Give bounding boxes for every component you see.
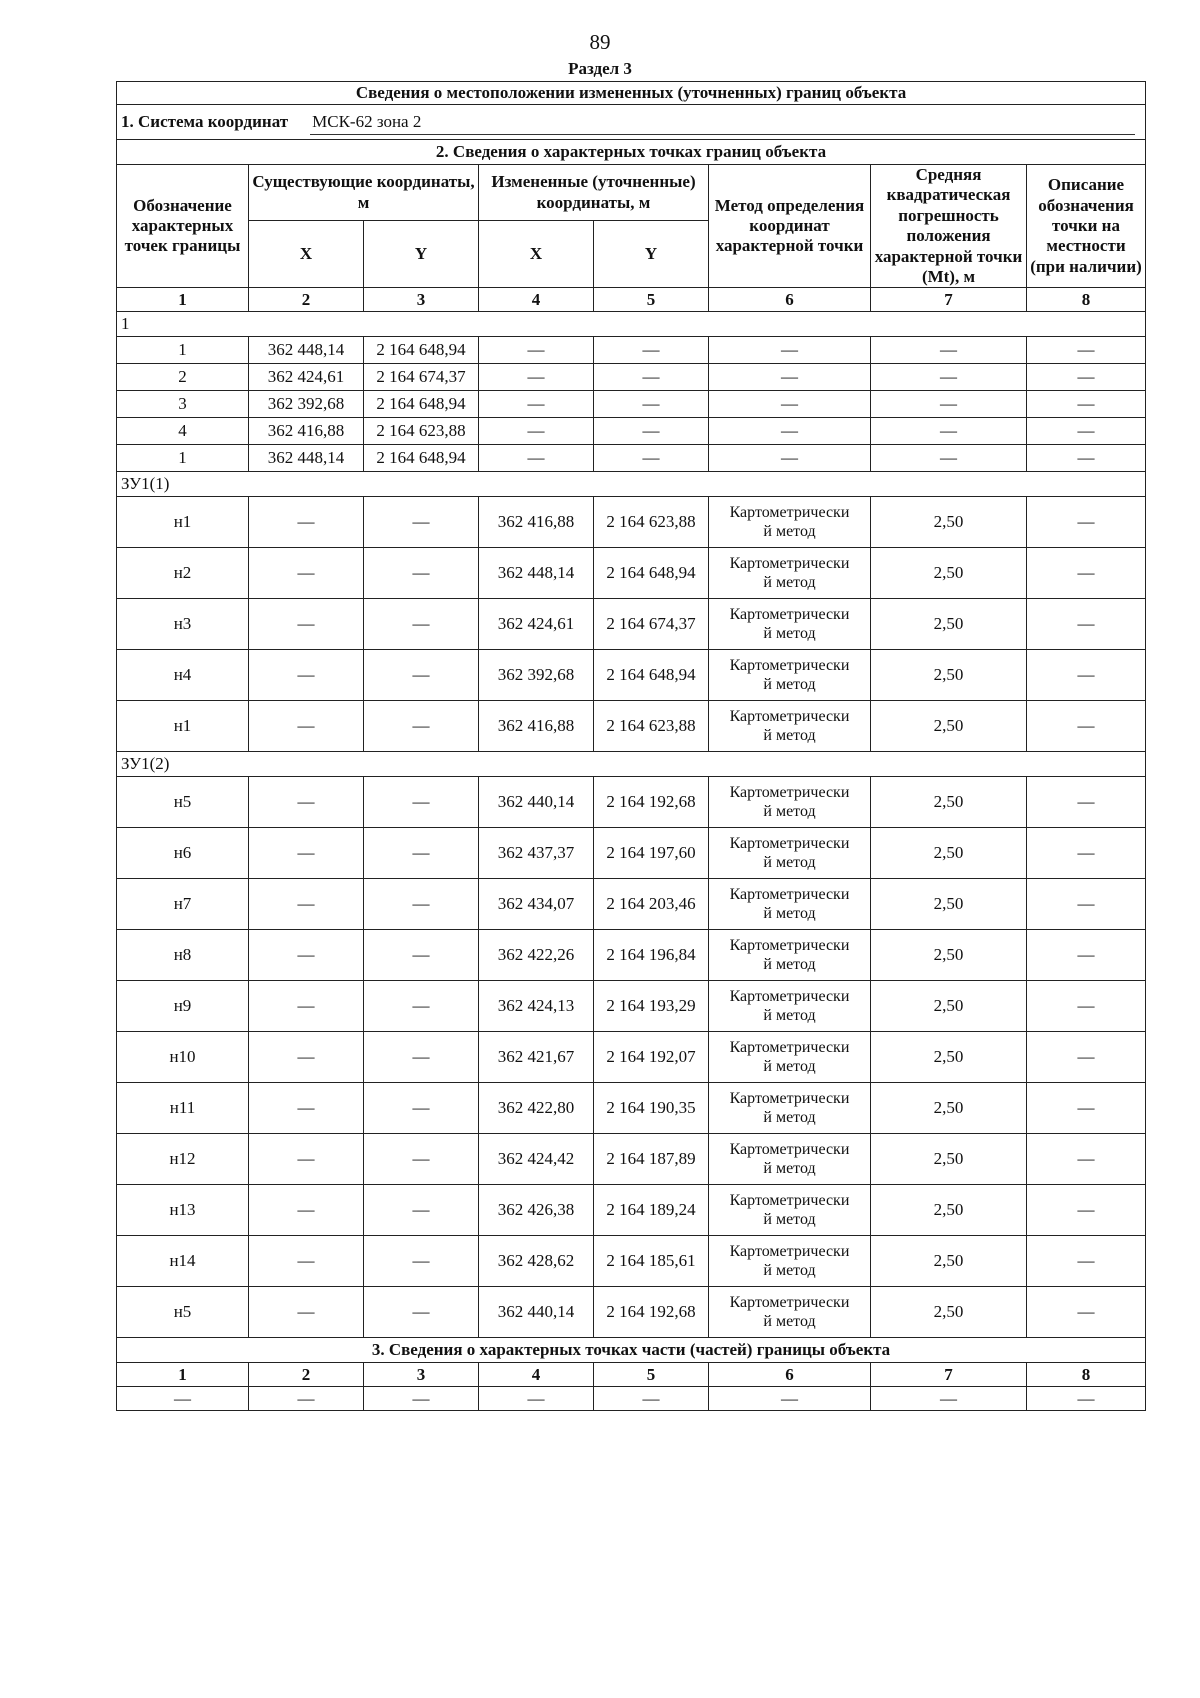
existing-y-cell: — bbox=[364, 599, 479, 650]
existing-y-cell: 2 164 674,37 bbox=[364, 364, 479, 391]
changed-x-cell: 362 440,14 bbox=[479, 1287, 594, 1338]
error-cell: 2,50 bbox=[871, 828, 1027, 879]
changed-x-cell: — bbox=[479, 1387, 594, 1411]
header-changed-x: X bbox=[479, 221, 594, 288]
method-cell: — bbox=[709, 1387, 871, 1411]
changed-y-cell: 2 164 623,88 bbox=[594, 701, 709, 752]
changed-x-cell: 362 422,80 bbox=[479, 1083, 594, 1134]
existing-y-cell: — bbox=[364, 1387, 479, 1411]
description-cell: — bbox=[1027, 1032, 1146, 1083]
existing-x-cell: — bbox=[249, 1083, 364, 1134]
column-number: 2 bbox=[249, 288, 364, 312]
column-number: 5 bbox=[594, 288, 709, 312]
existing-y-cell: — bbox=[364, 828, 479, 879]
header-method: Метод определения координат характерной точки bbox=[709, 165, 871, 288]
existing-y-cell: — bbox=[364, 777, 479, 828]
changed-x-cell: 362 424,13 bbox=[479, 981, 594, 1032]
method-cell: Картометрически й метод bbox=[709, 777, 871, 828]
changed-y-cell: — bbox=[594, 337, 709, 364]
subsection3-column-number-row bbox=[117, 1363, 1146, 1387]
column-number: 8 bbox=[1027, 288, 1146, 312]
method-cell: Картометрически й метод bbox=[709, 930, 871, 981]
error-cell: — bbox=[871, 445, 1027, 472]
existing-y-cell: 2 164 648,94 bbox=[364, 337, 479, 364]
method-cell: Картометрически й метод bbox=[709, 1032, 871, 1083]
existing-x-cell: — bbox=[249, 701, 364, 752]
header-point: Обозначение характерных точек границы bbox=[117, 165, 249, 288]
table-row bbox=[117, 1083, 1146, 1134]
changed-x-cell: 362 416,88 bbox=[479, 701, 594, 752]
existing-x-cell: — bbox=[249, 1387, 364, 1411]
header-error: Средняя квадратическая погрешность положения характерной точки (Mt), м bbox=[871, 165, 1027, 288]
changed-y-cell: 2 164 203,46 bbox=[594, 879, 709, 930]
existing-x-cell: — bbox=[249, 879, 364, 930]
column-number-row bbox=[117, 288, 1146, 312]
group-row bbox=[117, 472, 1146, 497]
table-row bbox=[117, 879, 1146, 930]
header-existing: Существующие координаты, м bbox=[249, 165, 479, 221]
method-cell: Картометрически й метод bbox=[709, 828, 871, 879]
error-cell: 2,50 bbox=[871, 599, 1027, 650]
changed-y-cell: 2 164 192,68 bbox=[594, 1287, 709, 1338]
method-cell: Картометрически й метод bbox=[709, 879, 871, 930]
column-number: 4 bbox=[479, 1363, 594, 1387]
error-cell: 2,50 bbox=[871, 497, 1027, 548]
point-id-cell: н13 bbox=[117, 1185, 249, 1236]
table-row bbox=[117, 701, 1146, 752]
changed-y-cell: 2 164 192,68 bbox=[594, 777, 709, 828]
description-cell: — bbox=[1027, 1134, 1146, 1185]
changed-x-cell: — bbox=[479, 364, 594, 391]
boundary-table bbox=[116, 81, 1146, 1411]
point-id-cell: н3 bbox=[117, 599, 249, 650]
method-cell: — bbox=[709, 391, 871, 418]
error-cell: — bbox=[871, 337, 1027, 364]
description-cell: — bbox=[1027, 777, 1146, 828]
header-description: Описание обозначения точки на местности (при наличии) bbox=[1027, 165, 1146, 288]
column-number: 7 bbox=[871, 288, 1027, 312]
method-cell: Картометрически й метод bbox=[709, 650, 871, 701]
changed-y-cell: 2 164 648,94 bbox=[594, 548, 709, 599]
coord-system-label: 1. Система координат bbox=[121, 111, 289, 131]
method-cell: — bbox=[709, 337, 871, 364]
description-cell: — bbox=[1027, 391, 1146, 418]
changed-x-cell: 362 424,61 bbox=[479, 599, 594, 650]
method-cell: Картометрически й метод bbox=[709, 1134, 871, 1185]
existing-y-cell: 2 164 648,94 bbox=[364, 445, 479, 472]
column-number: 2 bbox=[249, 1363, 364, 1387]
error-cell: 2,50 bbox=[871, 1134, 1027, 1185]
point-id-cell: н2 bbox=[117, 548, 249, 599]
description-cell: — bbox=[1027, 445, 1146, 472]
existing-x-cell: — bbox=[249, 1032, 364, 1083]
table-row bbox=[117, 1032, 1146, 1083]
changed-x-cell: 362 426,38 bbox=[479, 1185, 594, 1236]
group-label: 1 bbox=[117, 312, 1146, 337]
table-row bbox=[117, 1185, 1146, 1236]
error-cell: 2,50 bbox=[871, 930, 1027, 981]
point-id-cell: 4 bbox=[117, 418, 249, 445]
existing-x-cell: — bbox=[249, 777, 364, 828]
point-id-cell: н8 bbox=[117, 930, 249, 981]
existing-x-cell: — bbox=[249, 548, 364, 599]
point-id-cell: н5 bbox=[117, 1287, 249, 1338]
method-cell: Картометрически й метод bbox=[709, 1236, 871, 1287]
header-existing-x: X bbox=[249, 221, 364, 288]
existing-x-cell: — bbox=[249, 1236, 364, 1287]
header-changed: Измененные (уточненные) координаты, м bbox=[479, 165, 709, 221]
table-row bbox=[117, 391, 1146, 418]
page-number: 89 bbox=[589, 30, 611, 54]
table-row bbox=[117, 1236, 1146, 1287]
description-cell: — bbox=[1027, 650, 1146, 701]
point-id-cell: н11 bbox=[117, 1083, 249, 1134]
method-cell: Картометрически й метод bbox=[709, 599, 871, 650]
changed-y-cell: — bbox=[594, 364, 709, 391]
changed-x-cell: — bbox=[479, 391, 594, 418]
changed-y-cell: 2 164 196,84 bbox=[594, 930, 709, 981]
changed-y-cell: 2 164 192,07 bbox=[594, 1032, 709, 1083]
existing-x-cell: — bbox=[249, 1185, 364, 1236]
subsection3-title: 3. Сведения о характерных точках части (частей) границы объекта bbox=[117, 1338, 1146, 1363]
table-row bbox=[117, 1134, 1146, 1185]
header-row-top bbox=[117, 165, 1146, 221]
table-row bbox=[117, 650, 1146, 701]
point-id-cell: н14 bbox=[117, 1236, 249, 1287]
error-cell: — bbox=[871, 1387, 1027, 1411]
existing-x-cell: — bbox=[249, 650, 364, 701]
subsection3-row bbox=[117, 1387, 1146, 1411]
changed-y-cell: 2 164 197,60 bbox=[594, 828, 709, 879]
subsection2-title: 2. Сведения о характерных точках границ объекта bbox=[117, 140, 1146, 165]
changed-x-cell: 362 428,62 bbox=[479, 1236, 594, 1287]
error-cell: — bbox=[871, 418, 1027, 445]
method-cell: Картометрически й метод bbox=[709, 497, 871, 548]
error-cell: 2,50 bbox=[871, 1032, 1027, 1083]
changed-y-cell: — bbox=[594, 391, 709, 418]
existing-x-cell: — bbox=[249, 599, 364, 650]
description-cell: — bbox=[1027, 418, 1146, 445]
error-cell: 2,50 bbox=[871, 1185, 1027, 1236]
changed-y-cell: — bbox=[594, 445, 709, 472]
changed-x-cell: — bbox=[479, 418, 594, 445]
changed-x-cell: — bbox=[479, 337, 594, 364]
error-cell: 2,50 bbox=[871, 1236, 1027, 1287]
existing-y-cell: — bbox=[364, 548, 479, 599]
description-cell: — bbox=[1027, 548, 1146, 599]
description-cell: — bbox=[1027, 497, 1146, 548]
point-id-cell: н7 bbox=[117, 879, 249, 930]
existing-x-cell: 362 424,61 bbox=[249, 364, 364, 391]
description-cell: — bbox=[1027, 1387, 1146, 1411]
table-row bbox=[117, 981, 1146, 1032]
group-label: ЗУ1(1) bbox=[117, 472, 1146, 497]
changed-x-cell: 362 437,37 bbox=[479, 828, 594, 879]
description-cell: — bbox=[1027, 1287, 1146, 1338]
existing-x-cell: — bbox=[249, 1287, 364, 1338]
existing-y-cell: 2 164 623,88 bbox=[364, 418, 479, 445]
changed-x-cell: 362 392,68 bbox=[479, 650, 594, 701]
subsection3-title-row bbox=[117, 1338, 1146, 1363]
table-row bbox=[117, 1287, 1146, 1338]
description-cell: — bbox=[1027, 1083, 1146, 1134]
description-cell: — bbox=[1027, 1236, 1146, 1287]
description-cell: — bbox=[1027, 337, 1146, 364]
point-id-cell: н6 bbox=[117, 828, 249, 879]
method-cell: — bbox=[709, 418, 871, 445]
group-row bbox=[117, 752, 1146, 777]
coord-system-value: МСК-62 зона 2 bbox=[310, 110, 1135, 135]
changed-y-cell: 2 164 189,24 bbox=[594, 1185, 709, 1236]
column-number: 5 bbox=[594, 1363, 709, 1387]
table-row bbox=[117, 364, 1146, 391]
point-id-cell: н10 bbox=[117, 1032, 249, 1083]
description-cell: — bbox=[1027, 701, 1146, 752]
existing-y-cell: — bbox=[364, 497, 479, 548]
point-id-cell: 2 bbox=[117, 364, 249, 391]
method-cell: Картометрически й метод bbox=[709, 548, 871, 599]
changed-y-cell: 2 164 623,88 bbox=[594, 497, 709, 548]
error-cell: — bbox=[871, 364, 1027, 391]
method-cell: Картометрически й метод bbox=[709, 1287, 871, 1338]
point-id-cell: 1 bbox=[117, 445, 249, 472]
error-cell: 2,50 bbox=[871, 548, 1027, 599]
method-cell: — bbox=[709, 364, 871, 391]
changed-x-cell: 362 434,07 bbox=[479, 879, 594, 930]
description-cell: — bbox=[1027, 1185, 1146, 1236]
existing-x-cell: — bbox=[249, 981, 364, 1032]
subsection2-title-row bbox=[117, 140, 1146, 165]
table-row bbox=[117, 930, 1146, 981]
description-cell: — bbox=[1027, 981, 1146, 1032]
description-cell: — bbox=[1027, 930, 1146, 981]
existing-y-cell: — bbox=[364, 1185, 479, 1236]
existing-y-cell: — bbox=[364, 1236, 479, 1287]
method-cell: — bbox=[709, 445, 871, 472]
description-cell: — bbox=[1027, 828, 1146, 879]
existing-y-cell: — bbox=[364, 930, 479, 981]
existing-y-cell: — bbox=[364, 650, 479, 701]
changed-x-cell: 362 448,14 bbox=[479, 548, 594, 599]
error-cell: — bbox=[871, 391, 1027, 418]
changed-x-cell: — bbox=[479, 445, 594, 472]
changed-y-cell: 2 164 187,89 bbox=[594, 1134, 709, 1185]
table-row bbox=[117, 497, 1146, 548]
existing-y-cell: — bbox=[364, 1287, 479, 1338]
existing-y-cell: — bbox=[364, 1083, 479, 1134]
table-row bbox=[117, 418, 1146, 445]
changed-y-cell: 2 164 648,94 bbox=[594, 650, 709, 701]
changed-y-cell: 2 164 193,29 bbox=[594, 981, 709, 1032]
existing-x-cell: — bbox=[249, 828, 364, 879]
point-id-cell: н9 bbox=[117, 981, 249, 1032]
changed-x-cell: 362 440,14 bbox=[479, 777, 594, 828]
description-cell: — bbox=[1027, 879, 1146, 930]
existing-x-cell: 362 416,88 bbox=[249, 418, 364, 445]
coord-system-row bbox=[117, 105, 1146, 140]
header-existing-y: Y bbox=[364, 221, 479, 288]
error-cell: 2,50 bbox=[871, 777, 1027, 828]
error-cell: 2,50 bbox=[871, 1287, 1027, 1338]
section-label: Раздел 3 bbox=[568, 59, 632, 78]
error-cell: 2,50 bbox=[871, 701, 1027, 752]
error-cell: 2,50 bbox=[871, 981, 1027, 1032]
existing-y-cell: — bbox=[364, 981, 479, 1032]
changed-x-cell: 362 416,88 bbox=[479, 497, 594, 548]
column-number: 1 bbox=[117, 1363, 249, 1387]
header-changed-y: Y bbox=[594, 221, 709, 288]
changed-x-cell: 362 424,42 bbox=[479, 1134, 594, 1185]
method-cell: Картометрически й метод bbox=[709, 701, 871, 752]
point-id-cell: н5 bbox=[117, 777, 249, 828]
changed-y-cell: — bbox=[594, 418, 709, 445]
point-id-cell: н1 bbox=[117, 497, 249, 548]
existing-x-cell: 362 448,14 bbox=[249, 445, 364, 472]
point-id-cell: — bbox=[117, 1387, 249, 1411]
existing-x-cell: 362 448,14 bbox=[249, 337, 364, 364]
changed-y-cell: 2 164 674,37 bbox=[594, 599, 709, 650]
existing-y-cell: — bbox=[364, 701, 479, 752]
method-cell: Картометрически й метод bbox=[709, 981, 871, 1032]
group-row bbox=[117, 312, 1146, 337]
table-row bbox=[117, 599, 1146, 650]
group-label: ЗУ1(2) bbox=[117, 752, 1146, 777]
table-title: Сведения о местоположении измененных (уточненных) границ объекта bbox=[117, 82, 1146, 105]
existing-x-cell: 362 392,68 bbox=[249, 391, 364, 418]
existing-x-cell: — bbox=[249, 1134, 364, 1185]
error-cell: 2,50 bbox=[871, 1083, 1027, 1134]
column-number: 1 bbox=[117, 288, 249, 312]
changed-x-cell: 362 422,26 bbox=[479, 930, 594, 981]
column-number: 4 bbox=[479, 288, 594, 312]
column-number: 6 bbox=[709, 288, 871, 312]
changed-y-cell: 2 164 190,35 bbox=[594, 1083, 709, 1134]
table-row bbox=[117, 828, 1146, 879]
description-cell: — bbox=[1027, 364, 1146, 391]
error-cell: 2,50 bbox=[871, 650, 1027, 701]
method-cell: Картометрически й метод bbox=[709, 1083, 871, 1134]
point-id-cell: 1 bbox=[117, 337, 249, 364]
description-cell: — bbox=[1027, 599, 1146, 650]
table-title-row bbox=[117, 82, 1146, 105]
point-id-cell: н4 bbox=[117, 650, 249, 701]
column-number: 6 bbox=[709, 1363, 871, 1387]
existing-y-cell: — bbox=[364, 879, 479, 930]
changed-y-cell: — bbox=[594, 1387, 709, 1411]
point-id-cell: 3 bbox=[117, 391, 249, 418]
error-cell: 2,50 bbox=[871, 879, 1027, 930]
table-row bbox=[117, 777, 1146, 828]
existing-y-cell: 2 164 648,94 bbox=[364, 391, 479, 418]
column-number: 7 bbox=[871, 1363, 1027, 1387]
point-id-cell: н12 bbox=[117, 1134, 249, 1185]
changed-y-cell: 2 164 185,61 bbox=[594, 1236, 709, 1287]
existing-y-cell: — bbox=[364, 1032, 479, 1083]
table-row bbox=[117, 445, 1146, 472]
table-row bbox=[117, 548, 1146, 599]
column-number: 3 bbox=[364, 288, 479, 312]
table-row bbox=[117, 337, 1146, 364]
existing-x-cell: — bbox=[249, 497, 364, 548]
method-cell: Картометрически й метод bbox=[709, 1185, 871, 1236]
column-number: 8 bbox=[1027, 1363, 1146, 1387]
existing-x-cell: — bbox=[249, 930, 364, 981]
changed-x-cell: 362 421,67 bbox=[479, 1032, 594, 1083]
column-number: 3 bbox=[364, 1363, 479, 1387]
point-id-cell: н1 bbox=[117, 701, 249, 752]
existing-y-cell: — bbox=[364, 1134, 479, 1185]
